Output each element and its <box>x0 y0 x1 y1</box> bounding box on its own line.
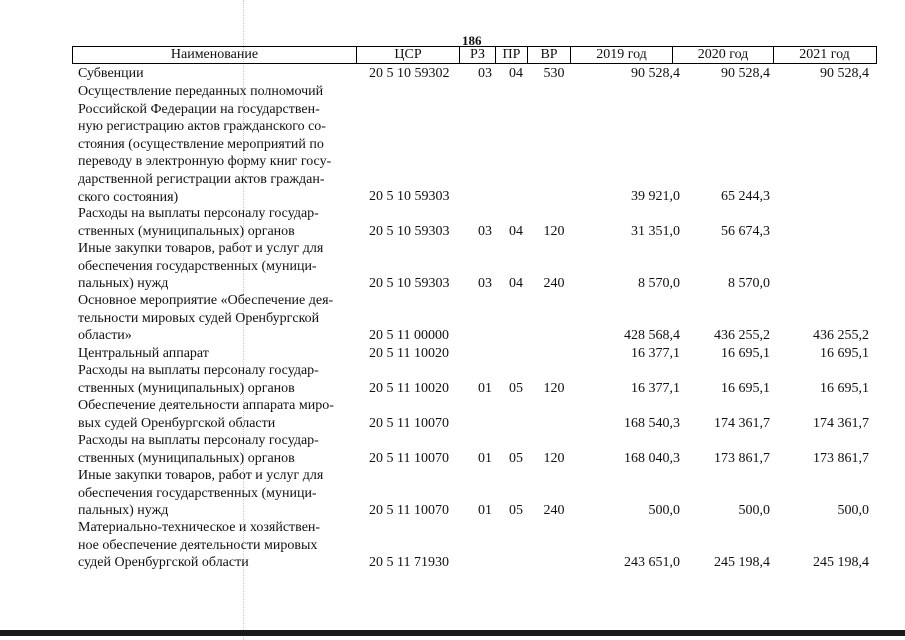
row-2020: 16 695,1 <box>721 380 770 396</box>
row-2020: 90 528,4 <box>721 66 770 81</box>
row-2021: 500,0 <box>837 503 869 518</box>
row-name: Основное мероприятие «Обеспечение дея- тельности мировых судей Оренбургской области» <box>78 293 334 344</box>
row-pr: 04 <box>509 66 523 81</box>
row-csr: 20 5 10 59303 <box>369 276 450 291</box>
page-bottom-edge <box>0 630 905 636</box>
row-name: Осуществление переданных полномочий Российской Федерации на государствен- ную регистрацию актов гражданского со- стояния (осуществление мероприятий по переводу в электронную форму книг госу- дарственной регистрации актов граждан- ского состояния) <box>78 84 332 205</box>
table-header <box>72 46 877 64</box>
row-2019: 31 351,0 <box>631 223 680 239</box>
row-2021: 245 198,4 <box>813 555 869 570</box>
row-csr: 20 5 10 59303 <box>369 189 450 204</box>
row-2021: 16 695,1 <box>820 380 869 396</box>
row-pr: 04 <box>509 276 523 291</box>
row-2021: 16 695,1 <box>820 346 869 361</box>
row-csr: 20 5 11 10070 <box>369 503 449 518</box>
row-name: Материально-техническое и хозяйствен- ное обеспечение деятельности мировых судей Оренбургской области <box>78 520 321 571</box>
header-vr: ВР <box>528 47 571 63</box>
row-rz: 03 <box>478 276 492 291</box>
row-2019: 8 570,0 <box>638 276 680 291</box>
header-2020: 2020 год <box>673 47 774 63</box>
page-number: 186 <box>462 33 482 48</box>
row-rz: 03 <box>478 223 492 239</box>
row-2020: 174 361,7 <box>714 415 770 431</box>
row-2019: 168 540,3 <box>624 415 680 431</box>
header-2019: 2019 год <box>571 47 673 63</box>
row-2020: 500,0 <box>738 503 770 518</box>
row-vr: 530 <box>543 66 565 81</box>
row-2019: 168 040,3 <box>624 450 680 466</box>
row-rz: 01 <box>478 503 492 518</box>
row-csr: 20 5 11 10070 <box>369 415 449 431</box>
row-vr: 240 <box>543 276 565 291</box>
row-name: Иные закупки товаров, работ и услуг для обеспечения государственных (муници- пальных) нужд <box>78 241 324 292</box>
row-name: Расходы на выплаты персоналу государ- ственных (муниципальных) органов <box>78 206 319 239</box>
header-csr: ЦСР <box>357 47 460 63</box>
row-2019: 428 568,4 <box>624 328 680 343</box>
row-pr: 04 <box>509 223 523 239</box>
row-2021: 436 255,2 <box>813 328 869 343</box>
row-2020: 245 198,4 <box>714 555 770 570</box>
row-vr: 240 <box>543 503 565 518</box>
row-2019: 39 921,0 <box>631 189 680 204</box>
row-2020: 16 695,1 <box>721 346 770 361</box>
row-2020: 173 861,7 <box>714 450 770 466</box>
row-vr: 120 <box>543 450 565 466</box>
row-2021: 173 861,7 <box>813 450 869 466</box>
header-2021: 2021 год <box>799 47 850 62</box>
row-name: Расходы на выплаты персоналу государ- ственных (муниципальных) органов <box>78 363 319 396</box>
row-2021: 174 361,7 <box>813 415 869 431</box>
row-pr: 05 <box>509 380 523 396</box>
row-pr: 05 <box>509 503 523 518</box>
row-2020: 65 244,3 <box>721 189 770 204</box>
row-csr: 20 5 11 10070 <box>369 450 449 466</box>
row-2019: 243 651,0 <box>624 555 680 570</box>
row-rz: 03 <box>478 66 492 81</box>
row-csr: 20 5 10 59302 <box>369 66 450 81</box>
header-name: Наименование <box>73 47 357 63</box>
header-rz: РЗ <box>460 47 496 63</box>
row-csr: 20 5 10 59303 <box>369 223 450 239</box>
row-name: Иные закупки товаров, работ и услуг для обеспечения государственных (муници- пальных) нужд <box>78 468 324 519</box>
row-2019: 16 377,1 <box>631 380 680 396</box>
row-2020: 436 255,2 <box>714 328 770 343</box>
row-rz: 01 <box>478 450 492 466</box>
row-2019: 90 528,4 <box>631 66 680 81</box>
row-2020: 56 674,3 <box>721 223 770 239</box>
row-csr: 20 5 11 10020 <box>369 346 449 361</box>
row-2021: 90 528,4 <box>820 66 869 81</box>
row-name: Субвенции <box>78 66 144 81</box>
row-2020: 8 570,0 <box>728 276 770 291</box>
row-csr: 20 5 11 71930 <box>369 555 449 570</box>
row-2019: 500,0 <box>648 503 680 518</box>
row-vr: 120 <box>543 223 565 239</box>
row-pr: 05 <box>509 450 523 466</box>
row-2019: 16 377,1 <box>631 346 680 361</box>
row-name: Центральный аппарат <box>78 346 209 361</box>
row-csr: 20 5 11 00000 <box>369 328 449 343</box>
row-csr: 20 5 11 10020 <box>369 380 449 396</box>
row-vr: 120 <box>543 380 565 396</box>
row-rz: 01 <box>478 380 492 396</box>
row-name: Обеспечение деятельности аппарата миро- вых судей Оренбургской области <box>78 398 334 431</box>
row-name: Расходы на выплаты персоналу государ- ственных (муниципальных) органов <box>78 433 319 466</box>
header-pr: ПР <box>496 47 528 63</box>
